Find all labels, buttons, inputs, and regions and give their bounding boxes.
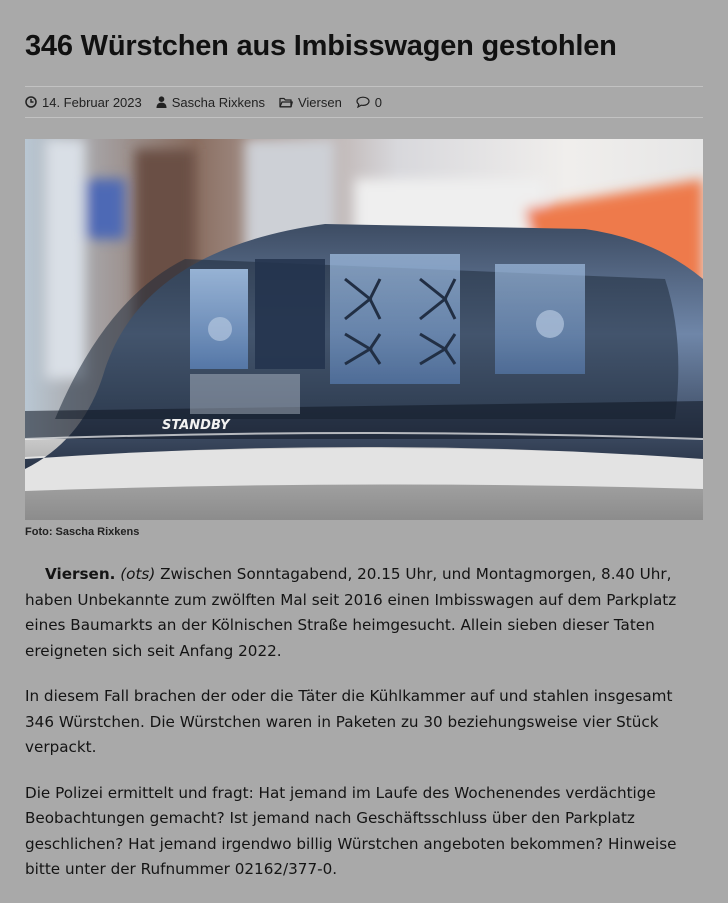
paragraph-3: Die Polizei ermittelt und fragt: Hat jemand im Laufe des Wochenendes verdächtige Beobachtungen gemacht? Ist jemand nach Geschäftsschluss über den Parkplatz geschlichen? Hat jemand irgendwo billig Würstchen angeboten bekommen? Hinweise bitte unter der Rufnummer 02162/377-0.	[25, 783, 677, 878]
article-meta	[25, 86, 703, 118]
meta-category	[279, 95, 342, 110]
paragraph-2: In diesem Fall brachen der oder die Täter die Kühlkammer auf und stahlen insgesamt 346 Würstchen. Die Würstchen waren in Paketen zu 30 beziehungsweise vier Stück verpackt.	[25, 687, 673, 756]
meta-author	[156, 95, 265, 110]
article-photo	[25, 139, 703, 520]
paragraph-1	[25, 562, 705, 664]
meta-date	[25, 95, 142, 110]
police-blue-light-image	[25, 139, 703, 520]
article-body	[25, 562, 705, 903]
user-icon	[156, 96, 167, 108]
meta-author-link[interactable]: Sascha Rixkens	[171, 94, 265, 110]
clock-icon	[25, 96, 37, 108]
comment-icon	[356, 96, 370, 108]
dateline-place: Viersen.	[45, 565, 116, 583]
meta-comments-link[interactable]: 0	[374, 94, 383, 110]
meta-comments	[356, 95, 382, 110]
article-title: 346 Würstchen aus Imbisswagen gestohlen	[25, 30, 617, 62]
meta-date-link[interactable]: 14. Februar 2023	[42, 94, 142, 110]
meta-category-link[interactable]: Viersen	[297, 94, 342, 110]
paragraph-1-text: Zwischen Sonntagabend, 20.15 Uhr, und Montagmorgen, 8.40 Uhr, haben Unbekannte zum zwölften Mal seit 2016 einen Imbisswagen auf dem Parkplatz eines Baumarkts an der Kölnischen Straße heimgesucht. Allein sieben dieser Taten ereigneten sich seit Anfang 2022.	[25, 565, 677, 660]
folder-icon	[279, 97, 293, 108]
source-tag: (ots)	[120, 565, 156, 583]
standby-label: STANDBY	[162, 418, 230, 433]
photo-caption: Foto: Sascha Rixkens	[25, 526, 140, 538]
